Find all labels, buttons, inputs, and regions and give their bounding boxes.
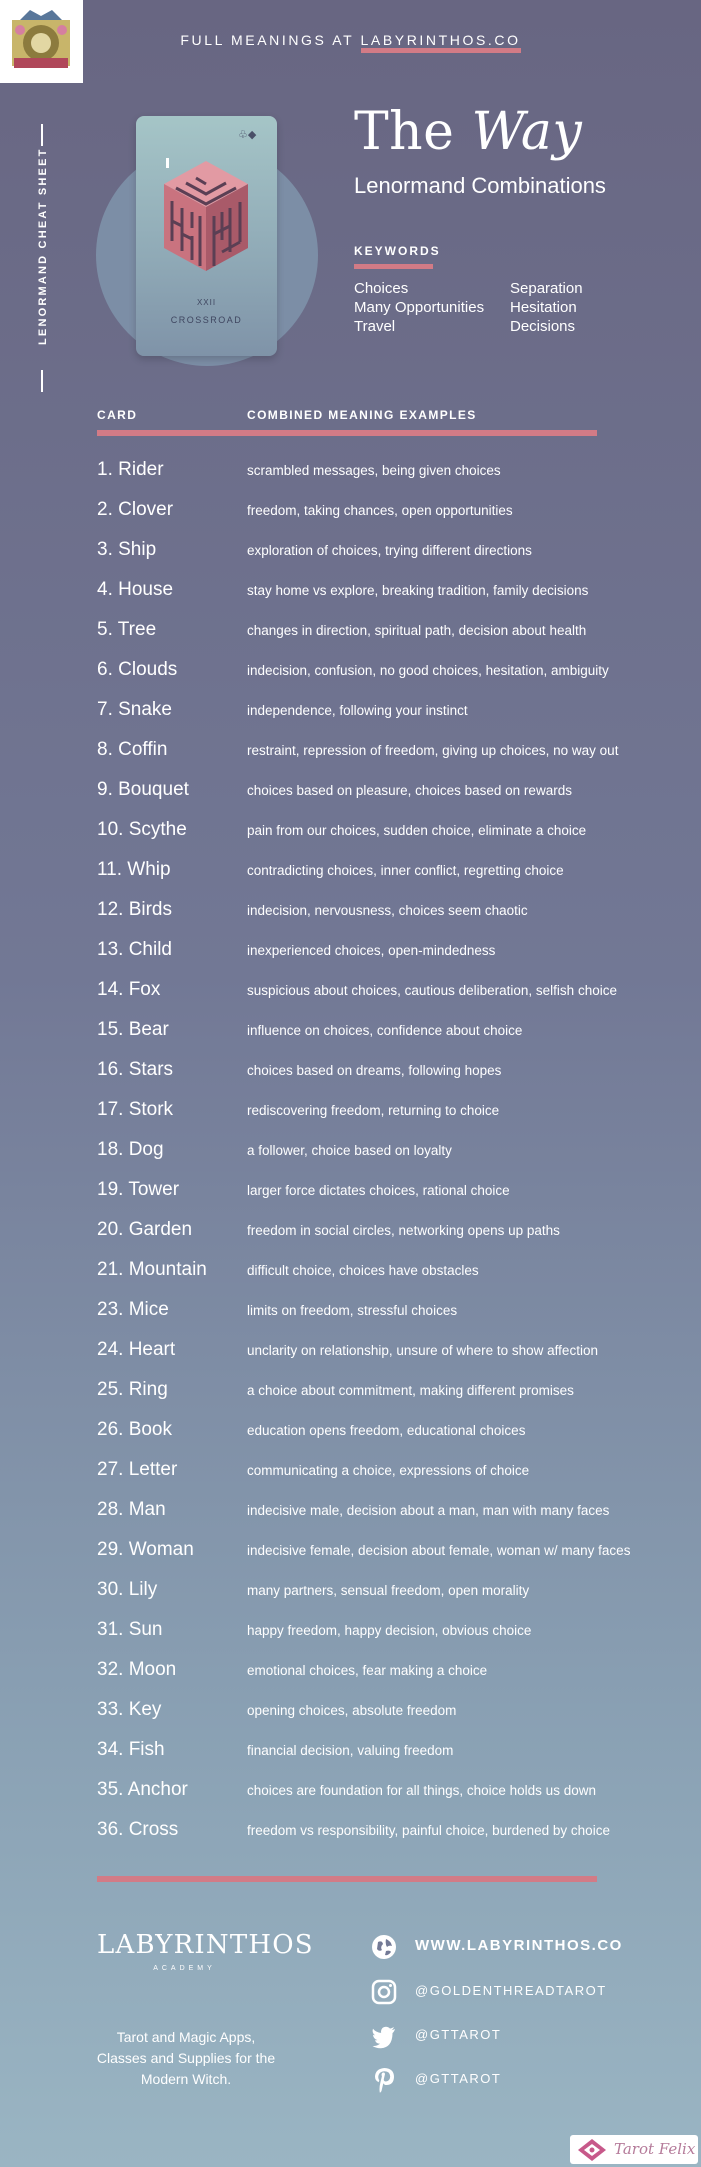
table-row [97, 1698, 657, 1738]
row-meaning: suspicious about choices, cautious deliberation, selfish choice [247, 983, 617, 998]
pinterest-link[interactable] [370, 2066, 650, 2094]
keyword: Choices [354, 280, 409, 297]
keyword: Separation [510, 280, 583, 297]
row-meaning: exploration of choices, trying different directions [247, 543, 532, 558]
keyword: Travel [354, 318, 396, 335]
side-label [32, 147, 52, 360]
row-card: 15. Bear [97, 1019, 169, 1040]
row-card: 2. Clover [97, 499, 174, 520]
keywords-column-2 [510, 279, 583, 336]
row-card: 21. Mountain [97, 1259, 207, 1280]
table-row [97, 1658, 657, 1698]
table-row [97, 1018, 657, 1058]
header-link[interactable]: LABYRINTHOS.CO [361, 32, 521, 53]
table-row [97, 1218, 657, 1258]
row-card: 5. Tree [97, 619, 157, 640]
tagline-line: Tarot and Magic Apps, [116, 2029, 256, 2045]
table-row [97, 938, 657, 978]
table-row [97, 978, 657, 1018]
row-card: 16. Stars [97, 1059, 174, 1080]
club-diamond-icon: ♧◆ [238, 129, 257, 141]
row-meaning: choices based on dreams, following hopes [247, 1063, 502, 1078]
row-card: 28. Man [97, 1499, 166, 1520]
row-card: 31. Sun [97, 1619, 163, 1640]
row-card: 3. Ship [97, 539, 157, 560]
row-card: 23. Mice [97, 1299, 169, 1320]
title-way: Way [471, 102, 583, 162]
table-row [97, 1138, 657, 1178]
row-meaning: choices are foundation for all things, choice holds us down [247, 1783, 596, 1798]
website-text: WWW.LABYRINTHOS.CO [415, 1937, 623, 1954]
table-row [97, 1738, 657, 1778]
felix-logo-icon [576, 2138, 608, 2162]
row-meaning: rediscovering freedom, returning to choice [247, 1103, 500, 1118]
twitter-handle: @GTTAROT [415, 2027, 502, 2042]
row-meaning: changes in direction, spiritual path, decision about health [247, 623, 587, 638]
table-row [97, 1818, 657, 1858]
table-row [97, 1058, 657, 1098]
row-meaning: indecisive female, decision about female, woman w/ many faces [247, 1543, 631, 1558]
row-meaning: a choice about commitment, making different promises [247, 1383, 574, 1398]
row-meaning: communicating a choice, expressions of choice [247, 1463, 530, 1478]
row-card: 9. Bouquet [97, 779, 189, 800]
row-card: 13. Child [97, 939, 172, 960]
row-card: 7. Snake [97, 699, 172, 720]
table-row [97, 738, 657, 778]
twitter-link[interactable] [370, 2022, 650, 2050]
row-meaning: a follower, choice based on loyalty [247, 1143, 452, 1158]
side-label-top-bar [41, 124, 43, 146]
table-row [97, 1298, 657, 1338]
table-row [97, 618, 657, 658]
table-row [97, 818, 657, 858]
row-card: 29. Woman [97, 1539, 194, 1560]
row-meaning: freedom, taking chances, open opportunities [247, 503, 513, 518]
row-card: 26. Book [97, 1419, 172, 1440]
keyword: Decisions [510, 318, 576, 335]
tagline [88, 2027, 284, 2090]
row-meaning: choices based on pleasure, choices based on rewards [247, 783, 572, 798]
row-card: 34. Fish [97, 1739, 165, 1760]
globe-icon [370, 1933, 398, 1961]
row-card: 25. Ring [97, 1379, 168, 1400]
brand-subtitle: ACADEMY [153, 1965, 216, 1972]
row-card: 35. Anchor [97, 1779, 188, 1800]
row-meaning: scrambled messages, being given choices [247, 463, 501, 478]
table-row [97, 1178, 657, 1218]
table-header-rule [97, 430, 597, 436]
table-row [97, 458, 657, 498]
row-meaning: larger force dictates choices, rational choice [247, 1183, 510, 1198]
table-row [97, 698, 657, 738]
instagram-icon [370, 1978, 398, 2006]
row-meaning: many partners, sensual freedom, open morality [247, 1583, 530, 1598]
row-meaning: financial decision, valuing freedom [247, 1743, 454, 1758]
row-meaning: difficult choice, choices have obstacles [247, 1263, 479, 1278]
keyword: Hesitation [510, 299, 577, 316]
table-row [97, 1378, 657, 1418]
row-meaning: opening choices, absolute freedom [247, 1703, 457, 1718]
row-meaning: contradicting choices, inner conflict, regretting choice [247, 863, 564, 878]
title-the: The [354, 102, 455, 162]
table-row [97, 778, 657, 818]
column-header-meaning: COMBINED MEANING EXAMPLES [247, 408, 477, 422]
maze-cube-icon [156, 156, 256, 276]
tarot-card [136, 116, 277, 356]
row-card: 24. Heart [97, 1339, 176, 1360]
table-row [97, 1258, 657, 1298]
row-card: 17. Stork [97, 1099, 174, 1120]
row-meaning: influence on choices, confidence about choice [247, 1023, 523, 1038]
table-row [97, 1778, 657, 1818]
row-card: 8. Coffin [97, 739, 168, 760]
brand-wordmark: LABYRINTHOS [97, 1930, 314, 1960]
row-meaning: happy freedom, happy decision, obvious choice [247, 1623, 532, 1638]
row-meaning: indecision, confusion, no good choices, hesitation, ambiguity [247, 663, 609, 678]
table-row [97, 1498, 657, 1538]
row-meaning: inexperienced choices, open-mindedness [247, 943, 496, 958]
header-prefix: FULL MEANINGS AT [180, 32, 354, 48]
side-label-text: LENORMAND CHEAT SHEET [37, 147, 49, 345]
pinterest-handle: @GTTAROT [415, 2071, 502, 2086]
row-meaning: restraint, repression of freedom, giving up choices, no way out [247, 743, 619, 758]
row-meaning: pain from our choices, sudden choice, eliminate a choice [247, 823, 587, 838]
row-meaning: indecisive male, decision about a man, man with many faces [247, 1503, 610, 1518]
row-card: 4. House [97, 579, 174, 600]
table-row [97, 1098, 657, 1138]
row-meaning: indecision, nervousness, choices seem chaotic [247, 903, 528, 918]
keywords-heading: KEYWORDS [354, 244, 441, 258]
website-link[interactable] [370, 1933, 650, 1961]
tarot-felix-badge [570, 2135, 698, 2164]
row-meaning: freedom vs responsibility, painful choice, burdened by choice [247, 1823, 610, 1838]
twitter-icon [370, 2022, 398, 2050]
column-header-card: CARD [97, 408, 138, 422]
instagram-handle: @GOLDENTHREADTAROT [415, 1983, 607, 1998]
table-row [97, 1418, 657, 1458]
row-card: 11. Whip [97, 859, 171, 880]
table-row [97, 898, 657, 938]
table-row [97, 1618, 657, 1658]
row-card: 1. Rider [97, 459, 164, 480]
table-bottom-rule [97, 1876, 597, 1882]
card-title: CROSSROAD [170, 315, 243, 325]
row-card: 10. Scythe [97, 819, 187, 840]
row-card: 33. Key [97, 1699, 162, 1720]
row-meaning: education opens freedom, educational choices [247, 1423, 526, 1438]
row-meaning: unclarity on relationship, unsure of where to show affection [247, 1343, 598, 1358]
row-card: 27. Letter [97, 1459, 178, 1480]
card-number: XXII [196, 298, 217, 307]
tagline-line: Modern Witch. [140, 2071, 232, 2087]
keywords-column-1 [354, 279, 484, 336]
row-card: 6. Clouds [97, 659, 178, 680]
row-meaning: freedom in social circles, networking opens up paths [247, 1223, 560, 1238]
side-label-bottom-bar [41, 370, 43, 392]
page-title [354, 102, 582, 162]
table-row [97, 658, 657, 698]
row-meaning: stay home vs explore, breaking tradition, family decisions [247, 583, 589, 598]
row-card: 20. Garden [97, 1219, 193, 1240]
instagram-link[interactable] [370, 1978, 650, 2006]
page-subtitle: Lenormand Combinations [354, 173, 606, 198]
table-row [97, 1458, 657, 1498]
table-row [97, 1578, 657, 1618]
row-card: 32. Moon [97, 1659, 177, 1680]
header-line [0, 32, 701, 48]
pinterest-icon [370, 2066, 398, 2094]
row-card: 12. Birds [97, 899, 172, 920]
table-row [97, 538, 657, 578]
keyword: Many Opportunities [354, 299, 485, 316]
tagline-line: Classes and Supplies for the [96, 2050, 276, 2066]
row-card: 18. Dog [97, 1139, 164, 1160]
table-row [97, 1538, 657, 1578]
row-card: 19. Tower [97, 1179, 180, 1200]
felix-text: Tarot Felix [614, 2140, 696, 2158]
row-meaning: independence, following your instinct [247, 703, 468, 718]
row-card: 36. Cross [97, 1819, 179, 1840]
row-card: 30. Lily [97, 1579, 158, 1600]
keywords-underline [354, 264, 433, 269]
row-meaning: limits on freedom, stressful choices [247, 1303, 458, 1318]
table-row [97, 1338, 657, 1378]
table-row [97, 858, 657, 898]
table-row [97, 498, 657, 538]
row-card: 14. Fox [97, 979, 161, 1000]
table-row [97, 578, 657, 618]
row-meaning: emotional choices, fear making a choice [247, 1663, 488, 1678]
